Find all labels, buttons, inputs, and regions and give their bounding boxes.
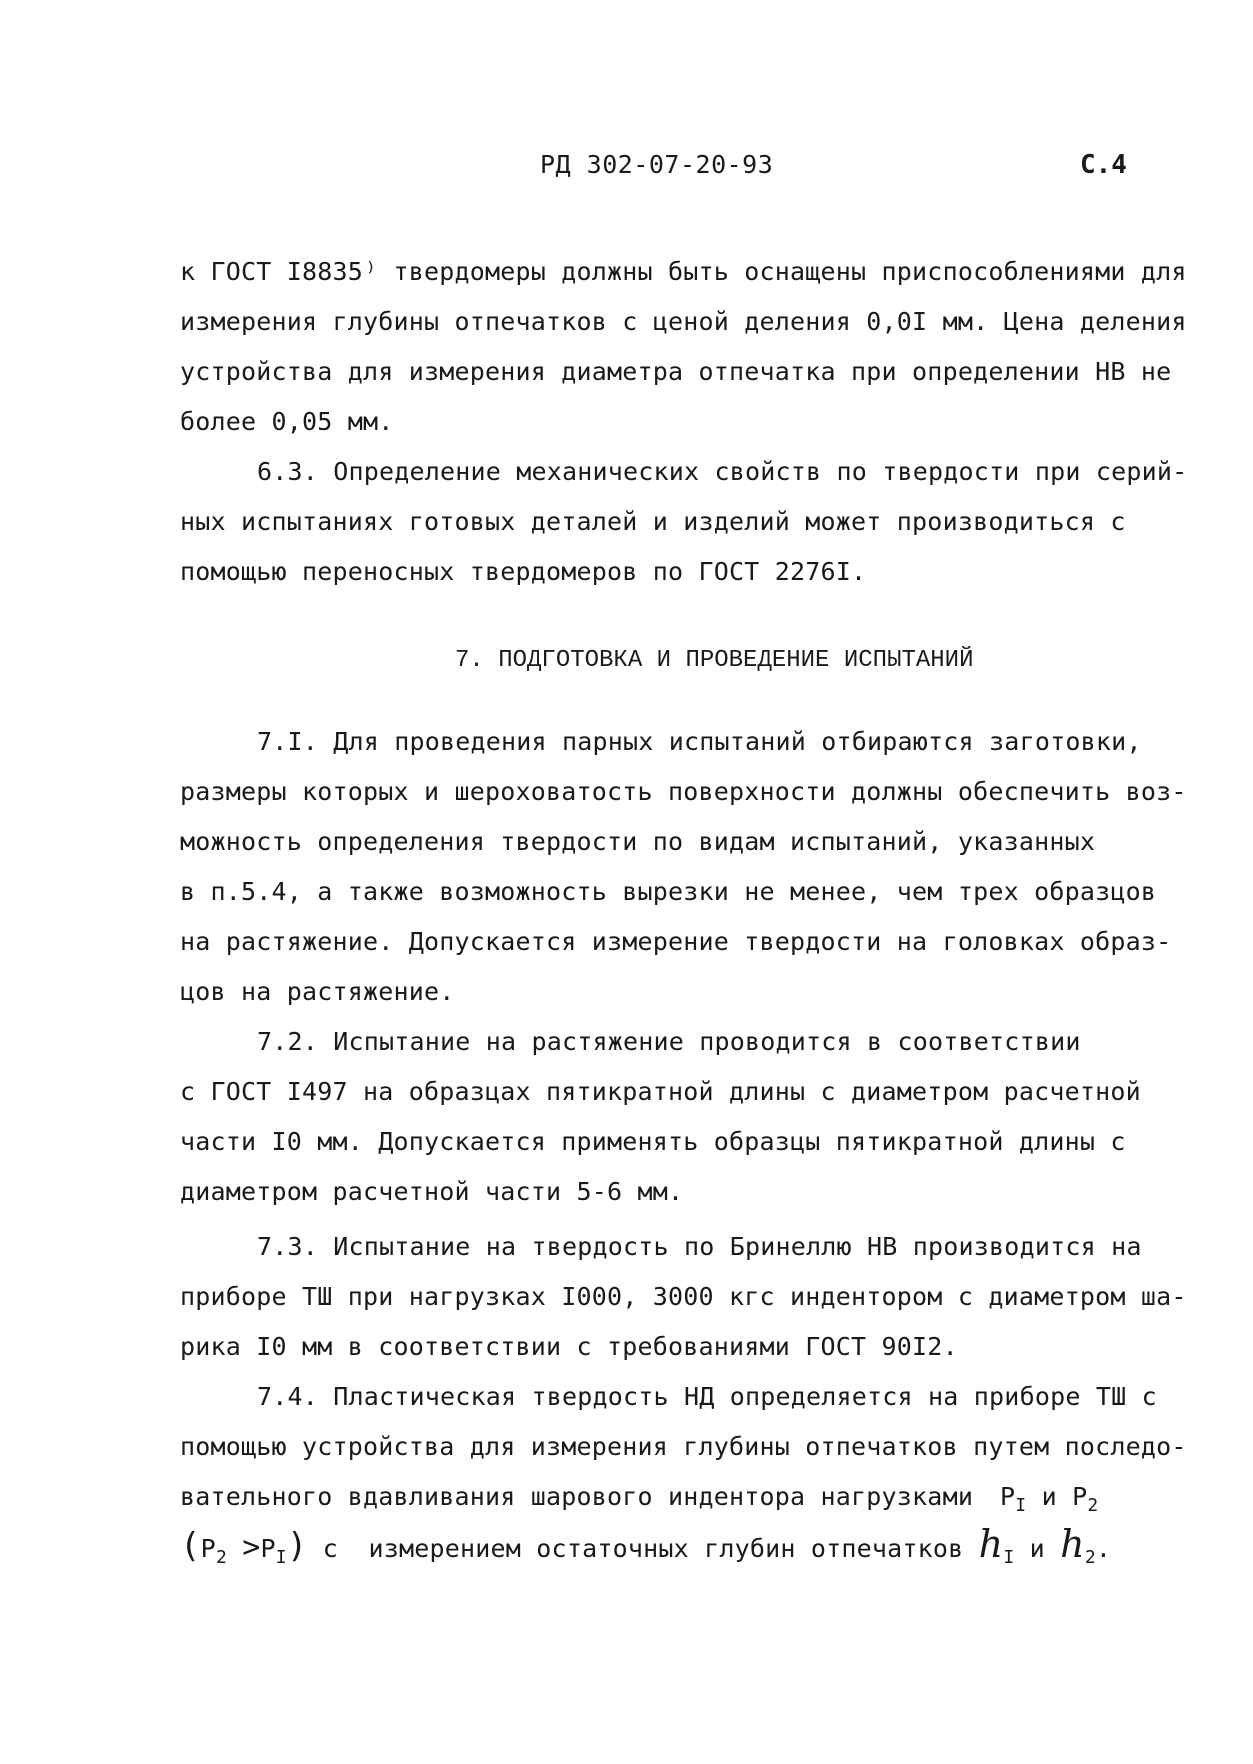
text-line: 7.2. Испытание на растяжение проводится в соответствии [257, 1027, 1081, 1056]
text-line: размеры которых и шероховатость поверхности должны обеспечить воз- [180, 777, 1187, 806]
page-number: С.4 [1080, 150, 1127, 180]
text-line: диаметром расчетной части 5-6 мм. [180, 1177, 684, 1206]
text-line: к ГОСТ I8835⁾ твердомеры должны быть оснащены приспособлениями для [180, 257, 1187, 286]
text-line: более 0,05 мм. [180, 407, 394, 436]
text-line: приборе ТШ при нагрузках I000, 3000 кгс индентором с диаметром ша- [180, 1282, 1187, 1311]
text-line: устройства для измерения диаметра отпечатка при определении НВ не [180, 357, 1172, 386]
text-line: 6.3. Определение механических свойств по твердости при серий- [257, 457, 1188, 486]
text-line: помощью переносных твердомеров по ГОСТ 2276I. [180, 557, 867, 586]
formula-line: $(P_2 >P_I)$ с измерением остаточных глубин отпечатков $h_I$ и $h_2$. [180, 1522, 1112, 1568]
text-line: 7.I. Для проведения парных испытаний отбираются заготовки, [257, 727, 1142, 756]
text-line: с ГОСТ I497 на образцах пятикратной длины с диаметром расчетной [180, 1077, 1141, 1106]
text-line: части I0 мм. Допускается применять образцы пятикратной длины с [180, 1127, 1126, 1156]
text-line: 7.4. Пластическая твердость НД определяется на приборе ТШ с [257, 1382, 1157, 1411]
load-symbols: $P_I$ и $P_2$ [1000, 1482, 1099, 1516]
load-p1: $P_I$ [1000, 1482, 1027, 1516]
document-code: РД 302-07-20-93 [540, 150, 774, 179]
text-line: вательного вдавливания шарового индентора нагрузками [180, 1482, 974, 1511]
load-p2: $P_2$ [1072, 1482, 1099, 1516]
text-line: в п.5.4, а также возможность вырезки не менее, чем трех образцов [180, 877, 1157, 906]
depth-h2: h [1060, 1522, 1085, 1566]
text-line: ных испытаниях готовых деталей и изделий может производиться с [180, 507, 1126, 536]
section-heading: 7. ПОДГОТОВКА И ПРОВЕДЕНИЕ ИСПЫТАНИЙ [455, 647, 974, 674]
text-line: на растяжение. Допускается измерение твердости на головках образ- [180, 927, 1172, 956]
text-line: рика I0 мм в соответствии с требованиями ГОСТ 90I2. [180, 1332, 958, 1361]
text-line: помощью устройства для измерения глубины отпечатков путем последо- [180, 1432, 1187, 1461]
depth-h1: h [978, 1522, 1004, 1566]
text-line: 7.3. Испытание на твердость по Бринеллю НВ производится на [257, 1232, 1142, 1261]
text-line: цов на растяжение. [180, 977, 455, 1006]
text-line: можность определения твердости по видам испытаний, указанных [180, 827, 1096, 856]
text-line: измерения глубины отпечатков с ценой деления 0,0I мм. Цена деления [180, 307, 1187, 336]
